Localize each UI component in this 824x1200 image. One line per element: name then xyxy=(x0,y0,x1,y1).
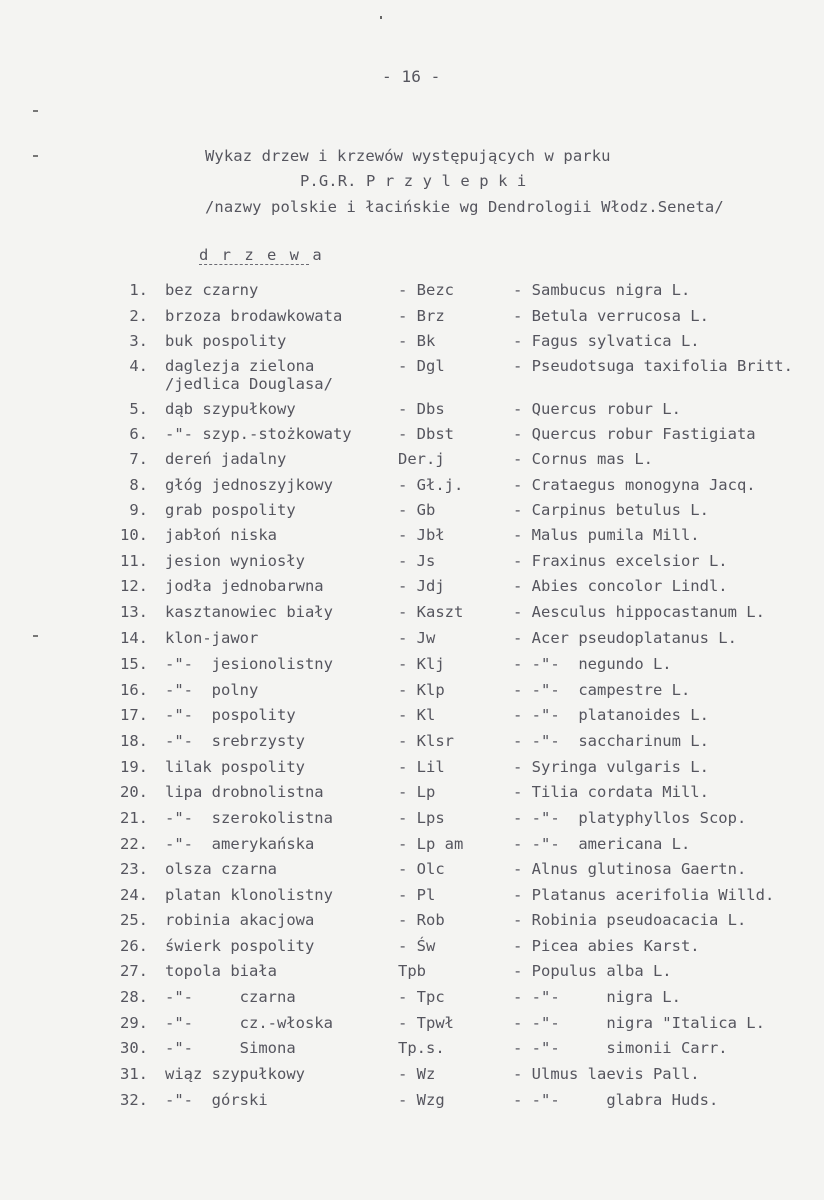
item-number: 13. xyxy=(120,603,148,621)
latin-name: - Crataegus monogyna Jacq. xyxy=(513,476,756,494)
latin-name: - -"- platanoides L. xyxy=(513,706,709,724)
list-item xyxy=(0,937,824,957)
latin-name: - -"- platyphyllos Scop. xyxy=(513,809,747,827)
latin-name: - -"- saccharinum L. xyxy=(513,732,709,750)
polish-name: bez czarny xyxy=(165,281,259,299)
item-number: 7. xyxy=(129,450,148,468)
abbreviation: - Jw xyxy=(398,629,436,647)
latin-name: - Sambucus nigra L. xyxy=(513,281,691,299)
latin-name: - Picea abies Karst. xyxy=(513,937,700,955)
abbreviation: - Gb xyxy=(398,501,436,519)
list-item xyxy=(0,835,824,855)
list-item xyxy=(0,681,824,701)
abbreviation: - Olc xyxy=(398,860,445,878)
polish-name: jodła jednobarwna xyxy=(165,577,324,595)
item-number: 8. xyxy=(129,476,148,494)
abbreviation: - Lp am xyxy=(398,835,464,853)
latin-name: - Populus alba L. xyxy=(513,962,672,980)
section-heading: d r z e w a xyxy=(199,246,324,264)
abbreviation: Tp.s. xyxy=(398,1039,445,1057)
latin-name: - Quercus robur L. xyxy=(513,400,681,418)
list-item xyxy=(0,1091,824,1111)
punch-mark xyxy=(380,16,382,19)
item-number: 9. xyxy=(129,501,148,519)
latin-name: - -"- nigra L. xyxy=(513,988,681,1006)
list-item xyxy=(0,962,824,982)
polish-name: wiąz szypułkowy xyxy=(165,1065,305,1083)
latin-name: - Cornus mas L. xyxy=(513,450,653,468)
polish-name: głóg jednoszyjkowy xyxy=(165,476,333,494)
polish-name: -"- jesionolistny xyxy=(165,655,333,673)
abbreviation: - Pl xyxy=(398,886,436,904)
item-number: 25. xyxy=(120,911,148,929)
abbreviation: - Dbst xyxy=(398,425,454,443)
section-heading-underline xyxy=(199,264,309,265)
abbreviation: - Lp xyxy=(398,783,436,801)
item-number: 29. xyxy=(120,1014,148,1032)
polish-name: buk pospolity xyxy=(165,332,287,350)
title-line-2: P.G.R. P r z y l e p k i xyxy=(300,172,527,190)
polish-name-alt: /jedlica Douglasa/ xyxy=(165,375,333,393)
abbreviation: - Js xyxy=(398,552,436,570)
abbreviation: - Lps xyxy=(398,809,445,827)
list-item xyxy=(0,603,824,623)
list-item xyxy=(0,860,824,880)
item-number: 10. xyxy=(120,526,148,544)
latin-name: - Fraxinus excelsior L. xyxy=(513,552,728,570)
list-item xyxy=(0,552,824,572)
item-number: 5. xyxy=(129,400,148,418)
abbreviation: - Jdj xyxy=(398,577,445,595)
title-line-3: /nazwy polskie i łacińskie wg Dendrologii Włodz.Seneta/ xyxy=(205,198,724,216)
list-item xyxy=(0,809,824,829)
item-number: 15. xyxy=(120,655,148,673)
latin-name: - Quercus robur Fastigiata xyxy=(513,425,756,443)
polish-name: lilak pospolity xyxy=(165,758,305,776)
polish-name: olsza czarna xyxy=(165,860,277,878)
abbreviation: - Rob xyxy=(398,911,445,929)
abbreviation: - Dbs xyxy=(398,400,445,418)
latin-name: - Abies concolor Lindl. xyxy=(513,577,728,595)
latin-name: - Platanus acerifolia Willd. xyxy=(513,886,775,904)
polish-name: platan klonolistny xyxy=(165,886,333,904)
abbreviation: - Tpwł xyxy=(398,1014,454,1032)
abbreviation: - Wz xyxy=(398,1065,436,1083)
list-item xyxy=(0,526,824,546)
latin-name: - Acer pseudoplatanus L. xyxy=(513,629,737,647)
list-item xyxy=(0,1039,824,1059)
list-item xyxy=(0,476,824,496)
item-number: 14. xyxy=(120,629,148,647)
list-item xyxy=(0,911,824,931)
abbreviation: - Klj xyxy=(398,655,445,673)
list-item xyxy=(0,400,824,420)
polish-name: -"- polny xyxy=(165,681,259,699)
latin-name: - Pseudotsuga taxifolia Britt. xyxy=(513,357,793,375)
item-number: 17. xyxy=(120,706,148,724)
abbreviation: - Gł.j. xyxy=(398,476,464,494)
polish-name: klon-jawor xyxy=(165,629,259,647)
list-item xyxy=(0,577,824,597)
item-number: 24. xyxy=(120,886,148,904)
abbreviation: - Tpc xyxy=(398,988,445,1006)
list-item xyxy=(0,758,824,778)
abbreviation: - Bk xyxy=(398,332,436,350)
item-number: 23. xyxy=(120,860,148,878)
item-number: 12. xyxy=(120,577,148,595)
polish-name: lipa drobnolistna xyxy=(165,783,324,801)
item-number: 22. xyxy=(120,835,148,853)
item-number: 20. xyxy=(120,783,148,801)
item-number: 26. xyxy=(120,937,148,955)
latin-name: - Fagus sylvatica L. xyxy=(513,332,700,350)
polish-name: jabłoń niska xyxy=(165,526,277,544)
list-item xyxy=(0,281,824,301)
item-number: 18. xyxy=(120,732,148,750)
latin-name: - -"- americana L. xyxy=(513,835,691,853)
item-number: 11. xyxy=(120,552,148,570)
abbreviation: - Dgl xyxy=(398,357,445,375)
abbreviation: - Klsr xyxy=(398,732,454,750)
polish-name: -"- amerykańska xyxy=(165,835,315,853)
item-number: 21. xyxy=(120,809,148,827)
latin-name: - Carpinus betulus L. xyxy=(513,501,709,519)
abbreviation: - Św xyxy=(398,937,436,955)
polish-name: -"- srebrzysty xyxy=(165,732,305,750)
abbreviation: - Kaszt xyxy=(398,603,464,621)
polish-name: grab pospolity xyxy=(165,501,296,519)
abbreviation: - Bezc xyxy=(398,281,454,299)
margin-mark xyxy=(33,110,38,112)
polish-name: robinia akacjowa xyxy=(165,911,315,929)
latin-name: - -"- negundo L. xyxy=(513,655,672,673)
latin-name: - Malus pumila Mill. xyxy=(513,526,700,544)
item-number: 19. xyxy=(120,758,148,776)
abbreviation: - Wzg xyxy=(398,1091,445,1109)
item-number: 4. xyxy=(129,357,148,375)
item-number: 27. xyxy=(120,962,148,980)
latin-name: - -"- campestre L. xyxy=(513,681,691,699)
list-item xyxy=(0,655,824,675)
polish-name: daglezja zielona xyxy=(165,357,315,375)
polish-name: -"- czarna xyxy=(165,988,296,1006)
latin-name: - -"- nigra "Italica L. xyxy=(513,1014,765,1032)
latin-name: - Betula verrucosa L. xyxy=(513,307,709,325)
polish-name: topola biała xyxy=(165,962,277,980)
latin-name: - Aesculus hippocastanum L. xyxy=(513,603,765,621)
title-line-1: Wykaz drzew i krzewów występujących w parku xyxy=(205,147,611,165)
polish-name: jesion wyniosły xyxy=(165,552,305,570)
polish-name: kasztanowiec biały xyxy=(165,603,333,621)
polish-name: -"- górski xyxy=(165,1091,268,1109)
list-item xyxy=(0,332,824,352)
abbreviation: - Brz xyxy=(398,307,445,325)
polish-name: -"- cz.-włoska xyxy=(165,1014,333,1032)
item-number: 16. xyxy=(120,681,148,699)
item-number: 3. xyxy=(129,332,148,350)
latin-name: - -"- simonii Carr. xyxy=(513,1039,728,1057)
abbreviation: - Klp xyxy=(398,681,445,699)
item-number: 28. xyxy=(120,988,148,1006)
latin-name: - Tilia cordata Mill. xyxy=(513,783,709,801)
list-item xyxy=(0,1014,824,1034)
list-item xyxy=(0,988,824,1008)
item-number: 1. xyxy=(129,281,148,299)
list-item xyxy=(0,886,824,906)
polish-name: -"- pospolity xyxy=(165,706,296,724)
page-number: - 16 - xyxy=(382,67,441,86)
list-item xyxy=(0,629,824,649)
latin-name: - -"- glabra Huds. xyxy=(513,1091,719,1109)
list-item xyxy=(0,425,824,445)
item-number: 6. xyxy=(129,425,148,443)
list-item xyxy=(0,732,824,752)
item-number: 31. xyxy=(120,1065,148,1083)
polish-name: świerk pospolity xyxy=(165,937,315,955)
item-number: 32. xyxy=(120,1091,148,1109)
list-item xyxy=(0,450,824,470)
list-item xyxy=(0,1065,824,1085)
latin-name: - Ulmus laevis Pall. xyxy=(513,1065,700,1083)
abbreviation: - Lil xyxy=(398,758,445,776)
list-item xyxy=(0,706,824,726)
polish-name: -"- szerokolistna xyxy=(165,809,333,827)
margin-mark xyxy=(33,155,38,157)
item-number: 2. xyxy=(129,307,148,325)
list-item xyxy=(0,501,824,521)
latin-name: - Robinia pseudoacacia L. xyxy=(513,911,747,929)
list-item xyxy=(0,307,824,327)
abbreviation: - Kl xyxy=(398,706,436,724)
item-number: 30. xyxy=(120,1039,148,1057)
polish-name: -"- Simona xyxy=(165,1039,296,1057)
abbreviation: - Jbł xyxy=(398,526,445,544)
polish-name: dąb szypułkowy xyxy=(165,400,296,418)
polish-name: dereń jadalny xyxy=(165,450,287,468)
list-item xyxy=(0,357,824,393)
list-item xyxy=(0,783,824,803)
abbreviation: Tpb xyxy=(398,962,426,980)
latin-name: - Syringa vulgaris L. xyxy=(513,758,709,776)
latin-name: - Alnus glutinosa Gaertn. xyxy=(513,860,747,878)
polish-name: -"- szyp.-stożkowaty xyxy=(165,425,352,443)
abbreviation: Der.j xyxy=(398,450,445,468)
polish-name: brzoza brodawkowata xyxy=(165,307,343,325)
